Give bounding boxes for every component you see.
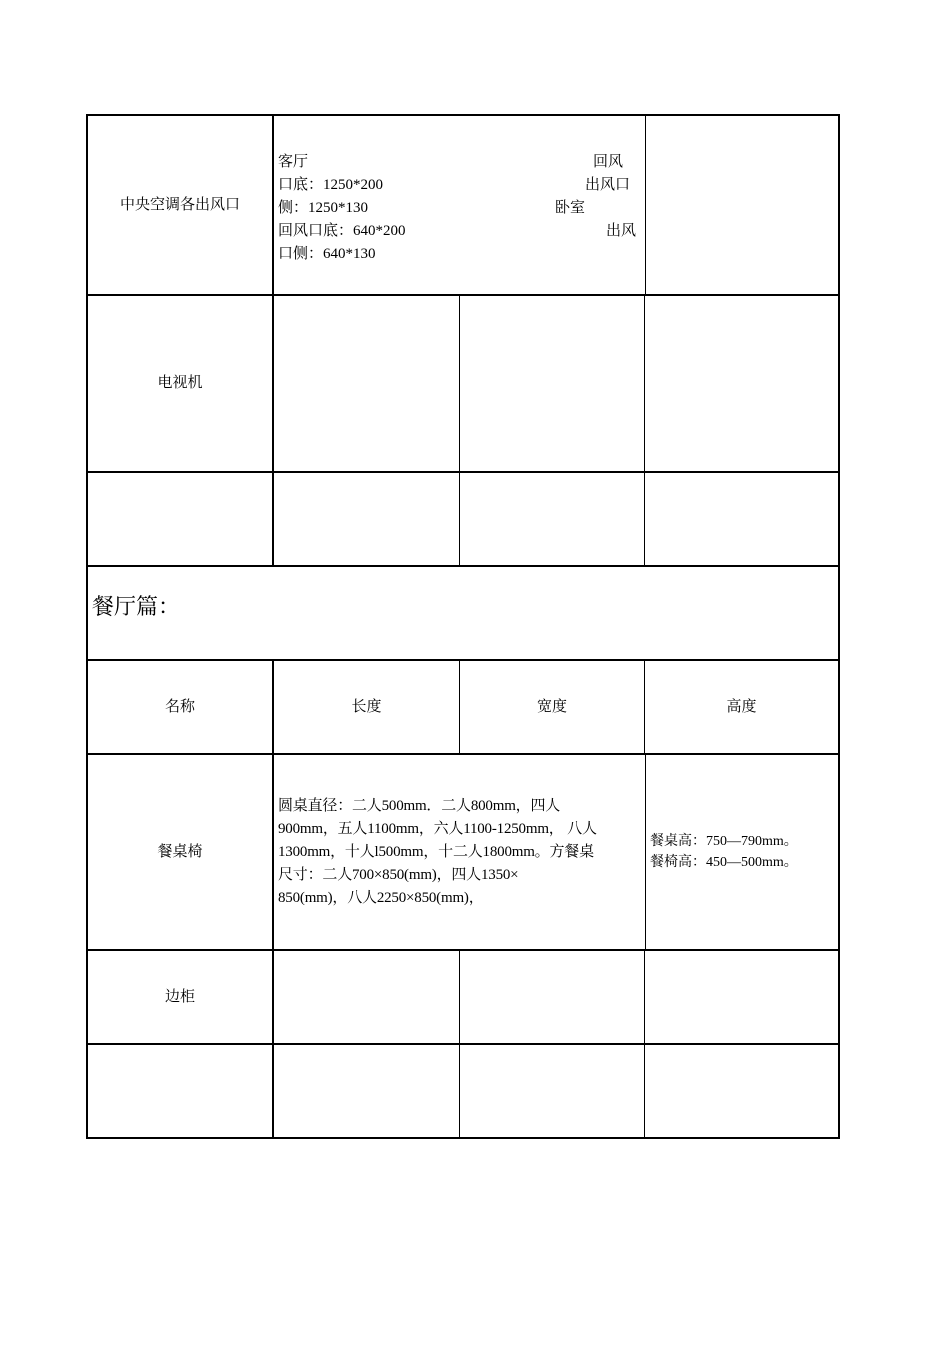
empty-cell — [274, 473, 460, 565]
empty-cell — [646, 116, 838, 294]
section-title: 餐厅篇： — [92, 594, 181, 619]
empty-cell — [460, 951, 645, 1043]
empty-cell — [460, 473, 645, 565]
ac-line: 口侧：640*130 — [278, 246, 376, 262]
dining-height-cell — [646, 755, 838, 949]
dining-height-line: 餐桌高：750—790mm。 — [650, 834, 798, 849]
table-row — [86, 1045, 840, 1139]
empty-cell — [460, 296, 645, 471]
table-row — [86, 114, 840, 296]
header-length: 长度 — [274, 661, 460, 753]
ac-line: 回风 — [593, 154, 624, 170]
dining-size-cell — [274, 755, 646, 949]
ac-line: 口底：1250*200 — [278, 177, 384, 193]
ac-line: 客厅 — [278, 154, 309, 170]
dining-line: 尺寸：二人700×850(mm)，四人1350× — [278, 867, 519, 883]
empty-cell — [88, 473, 274, 565]
table-row — [86, 296, 840, 473]
empty-cell — [645, 1045, 838, 1137]
empty-cell — [645, 473, 838, 565]
dining-line: 850(mm)，八人2250×850(mm)， — [278, 890, 484, 906]
empty-cell — [88, 1045, 274, 1137]
empty-cell — [274, 296, 460, 471]
ac-vents-cell — [274, 116, 646, 294]
empty-cell — [274, 1045, 460, 1137]
table-row — [86, 755, 840, 951]
header-width: 宽度 — [460, 661, 645, 753]
header-name: 名称 — [88, 661, 274, 753]
empty-cell — [460, 1045, 645, 1137]
row-label-dining: 餐桌椅 — [88, 755, 274, 949]
furniture-dimension-table — [86, 114, 840, 1139]
ac-line: 回风口底：640*200 — [278, 223, 406, 239]
ac-line: 出风口 — [585, 177, 631, 193]
empty-cell — [645, 951, 838, 1043]
row-label-tv: 电视机 — [88, 296, 274, 471]
table-header-row — [86, 661, 840, 755]
dining-height-line: 餐椅高：450—500mm。 — [650, 855, 798, 870]
row-label-sideboard: 边柜 — [88, 951, 274, 1043]
ac-line: 卧室 — [555, 200, 586, 216]
section-row — [86, 567, 840, 661]
row-label-ac: 中央空调各出风口 — [88, 116, 274, 294]
table-row — [86, 951, 840, 1045]
table-row — [86, 473, 840, 567]
ac-line: 出风 — [606, 223, 637, 239]
ac-line: 侧：1250*130 — [278, 200, 369, 216]
dining-line: 900mm，五人1100mm，六人1100-1250mm， 八人 — [278, 821, 597, 837]
empty-cell — [645, 296, 838, 471]
dining-line: 1300mm，十人l500mm，十二人1800mm。方餐桌 — [278, 844, 594, 860]
header-height: 高度 — [726, 698, 757, 715]
empty-cell — [274, 951, 460, 1043]
dining-line: 圆桌直径：二人500mm．二人800mm，四人 — [278, 798, 561, 814]
